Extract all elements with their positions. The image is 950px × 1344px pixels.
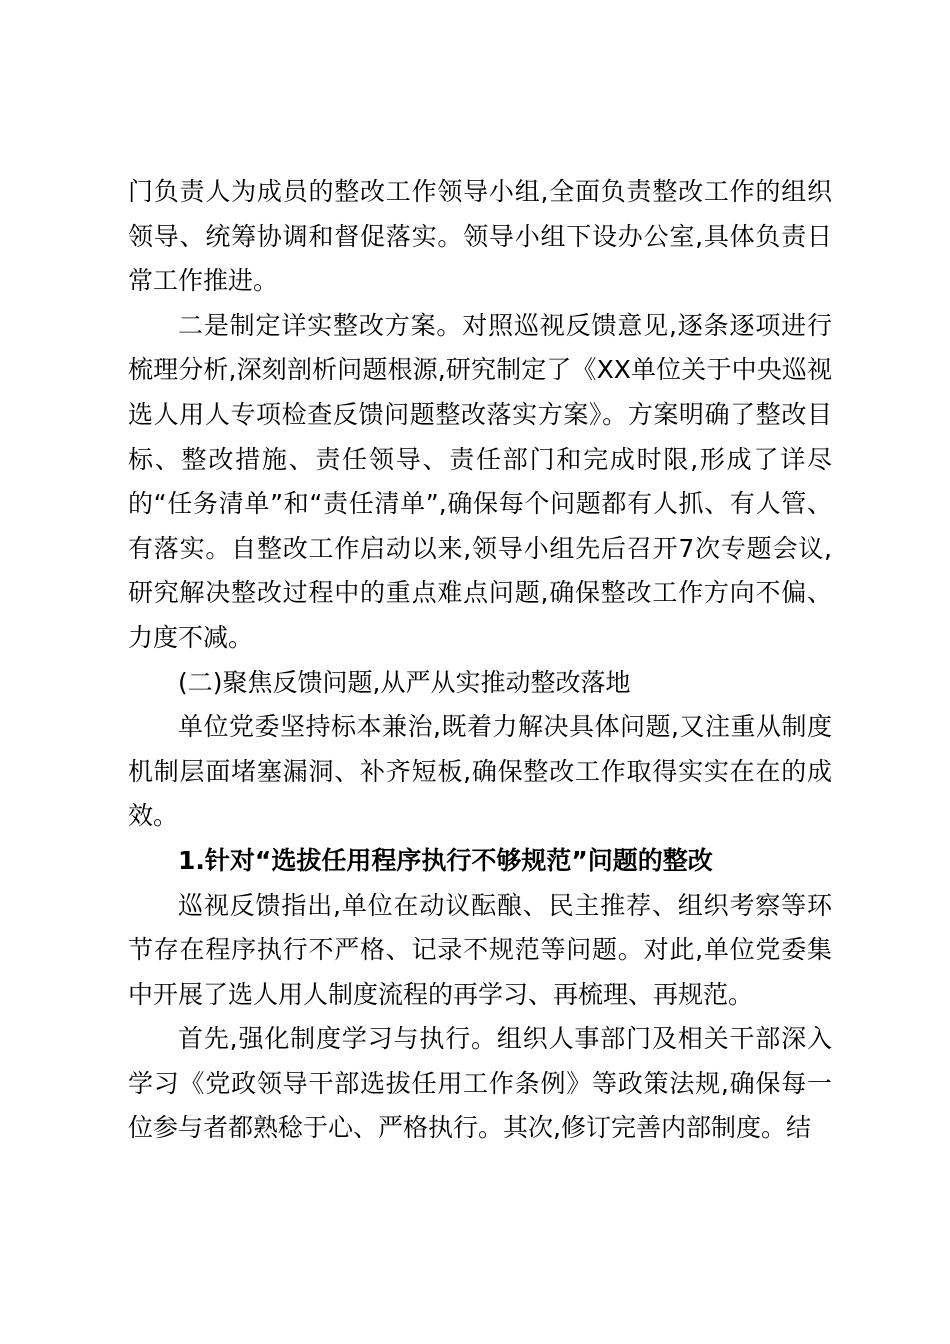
paragraph-measures: 首先,强化制度学习与执行。组织人事部门及相关干部深入学习《党政领导干部选拔任用工作条例》等政策法规,确保每一位参与者都熟稔于心、严格执行。其次,修订完善内部制度。结 bbox=[128, 1024, 832, 1143]
document-page bbox=[128, 170, 832, 1151]
paragraph-section-intro: 单位党委坚持标本兼治,既着力解决具体问题,又注重从制度机制层面堵塞漏洞、补齐短板,确保整改工作取得实实在在的成效。 bbox=[128, 712, 832, 831]
paragraph-plan: 二是制定详实整改方案。对照巡视反馈意见,逐条逐项进行梳理分析,深刻剖析问题根源,研究制定了《XX单位关于中央巡视选人用人专项检查反馈问题整改落实方案》。方案明确了整改目标、整改措施、责任领导、责任部门和完成时限,形成了详尽的“任务清单”和“责任清单”,确保每个问题都有人抓、有人管、有落实。自整改工作启动以来,领导小组先后召开7次专题会议,研究解决整改过程中的重点难点问题,确保整改工作方向不偏、力度不减。 bbox=[128, 310, 832, 652]
paragraph-continuation: 门负责人为成员的整改工作领导小组,全面负责整改工作的组织领导、统筹协调和督促落实。领导小组下设办公室,具体负责日常工作推进。 bbox=[128, 177, 832, 296]
paragraph-feedback: 巡视反馈指出,单位在动议酝酿、民主推荐、组织考察等环节存在程序执行不严格、记录不规范等问题。对此,单位党委集中开展了选人用人制度流程的再学习、再梳理、再规范。 bbox=[128, 890, 832, 1009]
subsection-heading: 1.针对“选拔任用程序执行不够规范”问题的整改 bbox=[178, 845, 713, 875]
section-heading: (二)聚焦反馈问题,从严从实推动整改落地 bbox=[178, 667, 631, 697]
